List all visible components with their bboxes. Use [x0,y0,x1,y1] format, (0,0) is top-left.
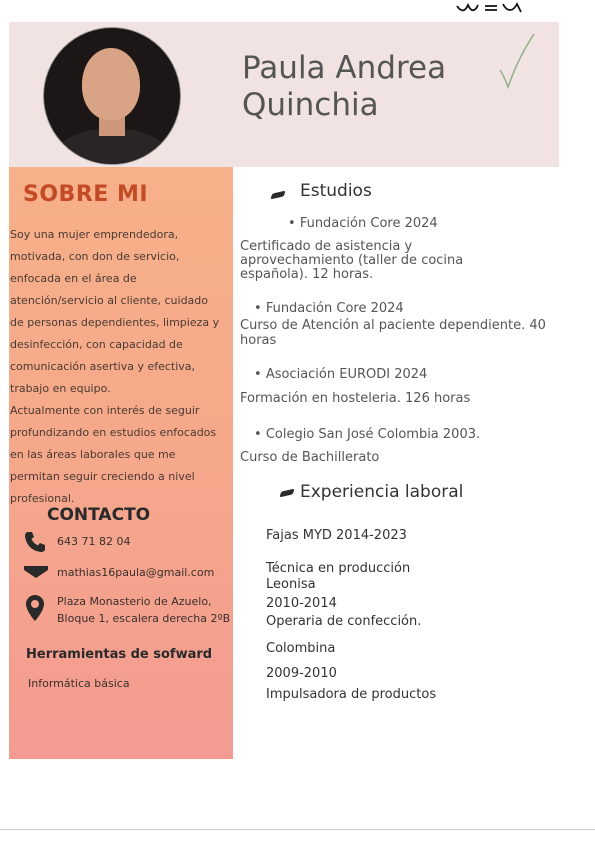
estudio-institution: • Fundación Core 2024 [288,216,438,231]
sobre-line: desinfección, con capacidad de [10,338,183,351]
estudio-desc [240,318,546,348]
section-arrow-icon [270,191,285,200]
sobre-title: SOBRE MI [23,182,149,207]
page-bottom-divider [0,829,595,830]
sobre-line: Soy una mujer emprendedora, [10,228,179,241]
estudio-desc [240,450,379,465]
estudio-institution: • Fundación Core 2024 [254,301,404,316]
phone-number: 643 71 82 04 [57,535,131,548]
experiencia-line: Colombina [266,641,336,656]
location-pin-icon [25,594,45,622]
photo-face [82,48,140,120]
sobre-line: enfocada en el área de [10,272,137,285]
address [57,593,230,627]
experiencia-line: Técnica en producción [266,561,411,576]
estudio-institution-text: Fundación Core 2024 [299,216,438,231]
estudio-desc [240,240,463,282]
profile-photo [43,27,181,165]
estudio-institution: • Colegio San José Colombia 2003. [254,427,481,442]
section-arrow-icon [279,489,294,498]
mail-icon [23,564,49,582]
sobre-line: de personas dependientes, limpieza y [10,316,220,329]
sobre-line: Actualmente con interés de seguir [10,404,200,417]
estudio-desc [240,391,470,406]
name-line-2: Quinchia [242,87,379,123]
handwritten-mark [455,0,535,16]
contacto-title: CONTACTO [47,505,151,525]
estudio-institution: • Asociación EURODI 2024 [254,367,428,382]
address-line-1: Plaza Monasterio de Azuelo, [57,595,212,608]
sobre-line: atención/servicio al cliente, cuidado [10,294,208,307]
estudio-desc-line: Formación en hosteleria. 126 horas [240,391,471,406]
sobre-line: permitan seguir creciendo a nivel [10,470,195,483]
sobre-text [10,224,230,510]
address-line-2: Bloque 1, escalera derecha 2ºB [57,612,231,625]
estudio-desc-line: aprovechamiento (taller de cocina [240,253,464,268]
sobre-line: trabajo en equipo. [10,382,111,395]
name-line-1: Paula Andrea [242,50,447,86]
email-address: mathias16paula@gmail.com [57,566,215,579]
experiencia-line: Operaria de confección. [266,614,422,629]
estudio-desc-line: horas [240,333,277,348]
experiencia-line: Fajas MYD 2014-2023 [266,528,407,543]
phone-icon [23,530,47,554]
estudio-institution-text: Colegio San José Colombia 2003. [265,427,481,442]
herramientas-title: Herramientas de sofward [26,647,213,662]
sobre-line: en las áreas laborales que me [10,448,176,461]
estudio-institution-text: Asociación EURODI 2024 [265,367,428,382]
estudio-institution-text: Fundación Core 2024 [265,301,404,316]
estudio-desc-line: Curso de Atención al paciente dependiente. 40 [240,318,546,333]
experiencia-line: Impulsadora de productos [266,687,437,702]
experiencia-line: 2010-2014 [266,596,337,611]
estudio-desc-line: Curso de Bachillerato [240,450,380,465]
person-name [242,50,446,124]
estudio-desc-line: española). 12 horas. [240,267,374,282]
sobre-line: profundizando en estudios enfocados [10,426,217,439]
herramientas-item: Informática básica [28,677,130,690]
experiencia-line: Leonisa [266,577,316,592]
sobre-line: profesional. [10,492,75,505]
sobre-line: comunicación asertiva y efectiva, [10,360,196,373]
experiencia-title: Experiencia laboral [300,482,464,502]
sobre-line: motivada, con don de servicio, [10,250,180,263]
estudio-desc-line: Certificado de asistencia y [240,239,413,254]
estudios-title: Estudios [300,181,372,201]
checkmark-icon [498,32,538,92]
experiencia-line: 2009-2010 [266,666,337,681]
